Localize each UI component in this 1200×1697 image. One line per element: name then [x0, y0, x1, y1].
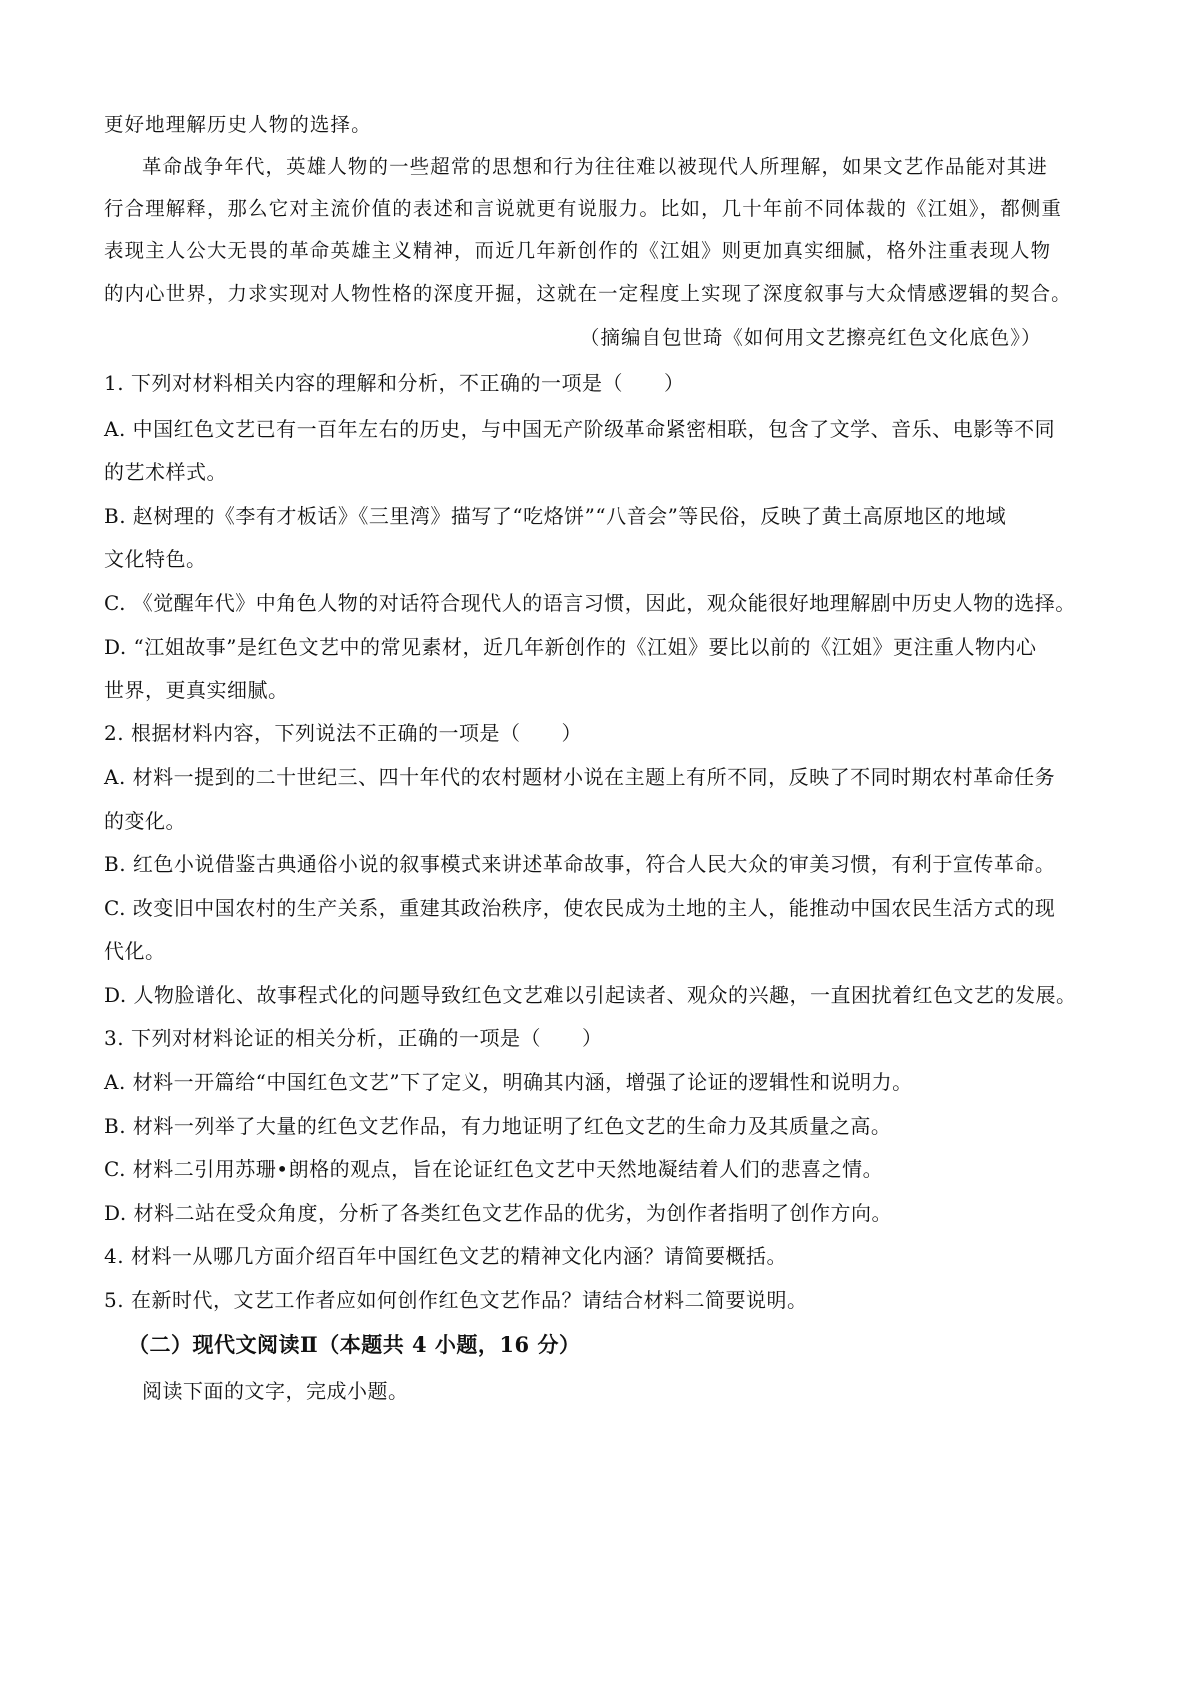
section-instruction: 阅读下面的文字，完成小题。 [142, 1379, 409, 1403]
option-line: 代化。 [104, 939, 166, 963]
passage-line: 行合理解释，那么它对主流价值的表述和言说就更有说服力。比如，几十年前不同体裁的《江姐》，都侧重 [104, 197, 1063, 220]
option-line: A. 材料一提到的二十世纪三、四十年代的农村题材小说在主题上有所不同，反映了不同时期农村革命任务 [104, 765, 1056, 789]
option-line: D. 材料二站在受众角度，分析了各类红色文艺作品的优劣，为创作者指明了创作方向。 [104, 1201, 893, 1225]
option-line: 世界，更真实细腻。 [104, 678, 289, 702]
option-line: C. 改变旧中国农村的生产关系，重建其政治秩序，使农民成为土地的主人，能推动中国农民生活方式的现 [104, 896, 1056, 920]
option-line: A. 中国红色文艺已有一百年左右的历史，与中国无产阶级革命紧密相联，包含了文学、音乐、电影等不同 [104, 417, 1056, 441]
section-heading: （二）现代文阅读Ⅱ（本题共 4 小题，16 分） [128, 1332, 581, 1357]
question-stem: 5. 在新时代，文艺工作者应如何创作红色文艺作品？请结合材料二简要说明。 [104, 1288, 808, 1312]
option-line: A. 材料一开篇给“中国红色文艺”下了定义，明确其内涵，增强了论证的逻辑性和说明力。 [104, 1070, 913, 1094]
option-line: D. 人物脸谱化、故事程式化的问题导致红色文艺难以引起读者、观众的兴趣，一直困扰着红色文艺的发展。 [104, 983, 1077, 1007]
passage-line: 更好地理解历史人物的选择。 [104, 113, 372, 136]
option-line: B. 材料一列举了大量的红色文艺作品，有力地证明了红色文艺的生命力及其质量之高。 [104, 1114, 892, 1138]
passage-line: 革命战争年代，英雄人物的一些超常的思想和行为往往难以被现代人所理解，如果文艺作品能对其进 [142, 155, 1048, 178]
option-line: 的艺术样式。 [104, 460, 227, 484]
option-line: 的变化。 [104, 809, 186, 833]
option-line: C. 材料二引用苏珊•朗格的观点，旨在论证红色文艺中天然地凝结着人们的悲喜之情。 [104, 1157, 884, 1181]
option-line: 文化特色。 [104, 547, 207, 571]
passage-line: 表现主人公大无畏的革命英雄主义精神，而近几年新创作的《江姐》则更加真实细腻，格外注重表现人物 [104, 239, 1052, 262]
option-line: B. 红色小说借鉴古典通俗小说的叙事模式来讲述革命故事，符合人民大众的审美习惯，有利于宣传革命。 [104, 852, 1056, 876]
passage-line: 的内心世界，力求实现对人物性格的深度开掘，这就在一定程度上实现了深度叙事与大众情感逻辑的契合。 [104, 282, 1072, 305]
question-stem: 1. 下列对材料相关内容的理解和分析，不正确的一项是（ ） [104, 371, 685, 395]
question-stem: 2. 根据材料内容，下列说法不正确的一项是（ ） [104, 721, 582, 745]
question-stem: 4. 材料一从哪几方面介绍百年中国红色文艺的精神文化内涵？请简要概括。 [104, 1244, 787, 1268]
passage-source: （摘编自包世琦《如何用文艺擦亮红色文化底色》） [580, 326, 1042, 349]
option-line: B. 赵树理的《李有才板话》《三里湾》描写了“吃烙饼”“八音会”等民俗，反映了黄土高原地区的地域 [104, 504, 1007, 528]
option-line: C. 《觉醒年代》中角色人物的对话符合现代人的语言习惯，因此，观众能很好地理解剧中历史人物的选择。 [104, 591, 1076, 615]
option-line: D. “江姐故事”是红色文艺中的常见素材，近几年新创作的《江姐》要比以前的《江姐》更注重人物内心 [104, 635, 1037, 659]
question-stem: 3. 下列对材料论证的相关分析，正确的一项是（ ） [104, 1026, 603, 1050]
